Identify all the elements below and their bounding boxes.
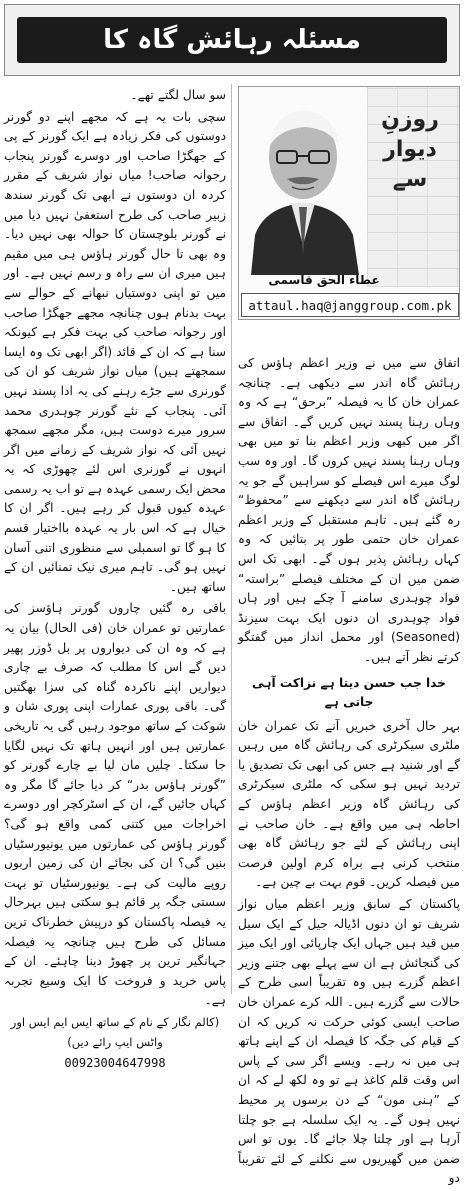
article-column-left <box>4 86 226 1076</box>
signoff-note: (کالم نگار کے نام کے ساتھ ایس ایم ایس اور واٹس ایپ رائے دیں) <box>10 1014 220 1049</box>
article-paragraph: سو سال لگتے تھے۔ <box>130 88 226 102</box>
author-email: attaul.haq@janggroup.com.pk <box>241 293 459 317</box>
article-paragraph: بہر حال آخری خبریں آنے تک عمران خان ملٹری سیکرٹری کی رہائش گاہ میں رہیں گے اور شنید ہے جس کی ابھی تک تصدیق یا تردید نہیں ہو سکی کہ ملٹری سیکرٹری کی رہائش گاہ وزیر اعظم ہاؤس کے احاطہ ہی میں واقع ہے۔ خان صاحب نے اپنی رہائش کے لئے جو رہائش گاہ بھی منتخب کرنی ہے براہ کرم اولین فرصت میں فیصلہ کریں۔ قوم بہت بے چین ہے۔ <box>238 718 460 890</box>
author-name: عطاء الحق قاسمی <box>268 273 380 287</box>
column-name-label: روزنِ دیوار سے <box>381 107 439 192</box>
article-paragraph: اتفاق سے میں نے وزیر اعظم ہاؤس کی رہائش گاہ اندر سے دیکھی ہے۔ چنانچہ عمران خان کا یہ فیصلہ ”برحق“ ہے کہ وہ وہاں رہنا پسند نہیں کریں گے۔ اتفاق سے اگر میں کبھی وزیر اعظم بنا تو میں بھی وہاں رہنا پسند نہیں کروں گا۔ اور وہ سب لوگ میرے اس فیصلے کو سراہیں گے جو یہ رہائش گاہ اندر سے دیکھنے سے ”محفوظ“ رہ گئے ہیں۔ تاہم مستقبل کے وزیر اعظم عمران خان حتمی طور پر بتائیں کہ وہ کہاں رہائش پذیر ہوں گے۔ ابھی تک اس ضمن میں ان کے مختلف فیصلے ”براستہ“ فواد چوہدری سامنے آ چکے ہیں اور ہاں فواد چوہدری ان دنوں ایک بہت سیزنڈ (Seasoned) اور محمل انداز میں گفتگو کرتے نظر آتے ہیں۔ <box>238 356 460 664</box>
author-panel <box>238 86 460 320</box>
poetry-line: خدا جب حسن دیتا ہے نزاکت آہی جاتی ہے <box>252 675 446 710</box>
article-paragraph: باقی رہ گئیں چاروں گورنر ہاؤسز کی عمارتیں تو عمران خان (فی الحال) بیان یہ ہے کہ وہ ان کی دیواروں پر بل ڈوزر پھیر دیں گے اس کا مطلب کہ صرف بے چاری دیواریں اپنے ناکردہ گناہ کی سزا بھگتیں گی۔ باقی پوری عمارات اپنی پوری شان و شوکت کے ساتھ موجود رہیں گی یہ تاریخی عمارتیں ہیں اور انہیں ہاتھ تک نہیں لگایا جا سکتا۔ چلیں مان لیا بے چارے گورنر کو ”گورنر ہاؤس بدر“ کر دیا جائے گا مگر وہ کہاں جائیں گے، ان کے اسٹرکچر اور دوسرے اخراجات میں کتنی کمی واقع ہو گی؟ گورنر ہاؤس کی عمارتوں میں یونیورسٹیاں بنیں گی؟ ان کی بجائے ان کی زمین اربوں روپے مالیت کی ہے۔ یونیورسٹیاں تو بہت سستی جگہ پر قائم ہو سکتی ہیں بہرحال یہ فیصلہ پاکستان کو درپیش خطرناک ترین مسائل کی طرح ہیں چنانچہ یہ فیصلہ جہانگیر ترین پر چھوڑ دینا چاہئے۔ ان کے پاس خرید و فروخت کا ایک وسیع تجربہ ہے۔ <box>4 601 226 1008</box>
headline-plate <box>17 17 447 63</box>
headline-banner <box>4 4 460 76</box>
column-divider <box>231 84 232 994</box>
contact-phone: 00923004647998 <box>64 1056 166 1071</box>
page-title: مسئلہ رہائش گاہ کا <box>103 25 361 55</box>
article-paragraph: پاکستان کے سابق وزیر اعظم میاں نواز شریف تو ان دنوں اڈیالہ جیل کے ایک سیل میں قید ہیں جہاں ایک چارپائی اور ایک میز کی گنجائش ہے ان سے پہلے بھی جتنے وزیر اعظم گزرے ہیں وہ تقریباً اسی طرح کے حالات سے گزرے ہیں۔ اللہ کرے عمران خان صاحب ایسی کوئی حرکت نہ کریں کہ ان کے قیام کی جگہ کا فیصلہ ان کے اپنے ہاتھ ہی میں نہ رہے۔ ویسے اگر سی کے پاس اس وقت قلم کاغذ ہے تو وہ لکھ لے کہ ان کے ”ہنی مون“ کے دن برسوں پر محیط نہیں ہوں گے۔ یہ ایک سلسلہ ہے جو چلتا آرہا ہے اور چلتا چلا جائے گا۔ یوں تو اس ضمن میں گھیریوں سے نکلنے کے لئے تقریباً دو <box>238 897 460 1186</box>
article-paragraph: سچی بات یہ ہے کہ مجھے اپنے دو گورنر دوستوں کی فکر زیادہ ہے ایک گورنر کے پی کے جھگڑا صاحب اور دوسرے گورنر پنجاب رجوانہ صاحب! میاں نواز شریف کے مقرر کردہ ان دوستوں نے ابھی تک گورنر سندھ زبیر صاحب کی طرح استعفیٰ نہیں دیا میں نے گورنر بلوچستان کا حوالہ بھی نہیں دیا۔ وہ بھی تا حال گورنر ہاؤس ہی میں مقیم ہیں میری ان سے راہ و رسم نہیں ہے۔ اور میں تو اپنی دوستیاں نبھانے کے حوالے سے بہت بدنام ہوں چنانچہ مجھے جھگڑا صاحب اور رجوانہ صاحب کی بہت فکر ہے کیونکہ سنا ہے کہ ان کے قائد (اگر ابھی تک وہ ایسا سمجھتے ہیں) میاں نواز شریف کو ان کی گورنری سے جڑے رہنے کی یہ ادا پسند نہیں آئی۔ پنجاب کے نئے گورنر چوہدری محمد سرور میرے دوست ہیں، مگر مجھے سمجھ نہیں آئی کہ نواز شریف کے زمانے میں اگر انہوں نے گورنری اس لئے چھوڑی کہ یہ محض ایک رسمی عہدہ ہے تو اب یہ رسمی عہدہ کیوں قبول کر رہے ہیں۔ اگر ان کا خیال ہے کہ اس بار یہ عہدہ بااختیار قسم کا ہو گا تو اسمبلی سے منظوری اتنی آسان نہیں ہو گی۔ تاہم میری نیک تمنائیں ان کے ساتھ ہیں۔ <box>4 109 226 594</box>
article-column-right <box>238 354 460 1191</box>
author-portrait-image <box>245 95 363 275</box>
